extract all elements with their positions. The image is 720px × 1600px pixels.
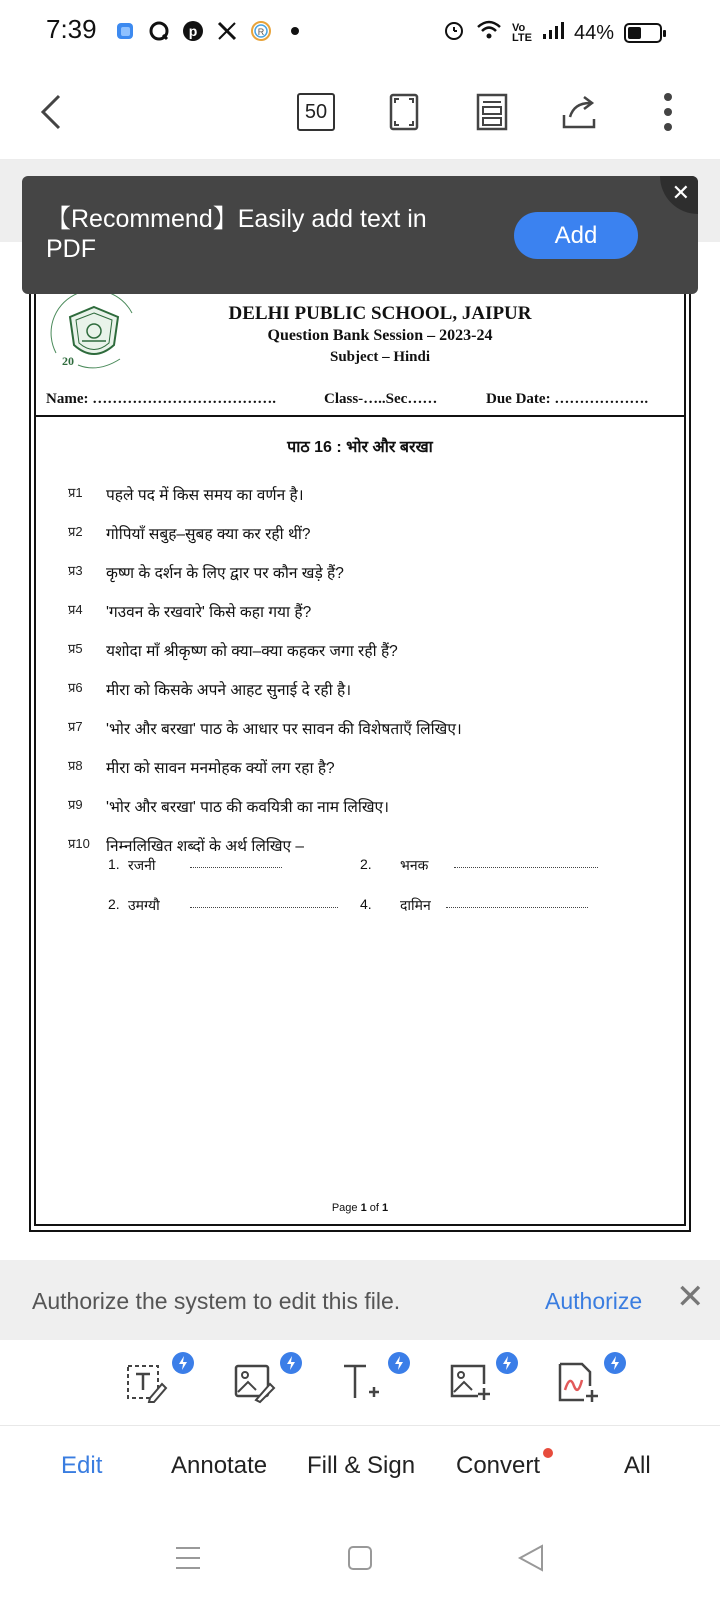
tab-all[interactable]: All bbox=[624, 1452, 651, 1479]
question-number: प्र5 bbox=[68, 641, 83, 656]
top-toolbar bbox=[0, 64, 720, 160]
share-button[interactable] bbox=[550, 82, 610, 142]
recommend-text: 【Recommend】Easily add text in PDF bbox=[46, 205, 427, 263]
status-time: 7:39 bbox=[46, 14, 97, 44]
add-text-tool[interactable] bbox=[340, 1360, 396, 1416]
status-app-icons bbox=[114, 20, 306, 42]
class-field: Class-…..Sec…… bbox=[324, 391, 438, 407]
question-number: प्र1 bbox=[68, 485, 83, 500]
question-item bbox=[68, 600, 664, 639]
question-text: 'भोर और बरखा' पाठ के आधार पर सावन की विशेषताएँ लिखिए। bbox=[106, 721, 462, 738]
r-app-icon bbox=[250, 20, 272, 42]
page-layout-button[interactable] bbox=[462, 82, 522, 142]
page-layout-icon bbox=[476, 93, 508, 131]
add-text-icon bbox=[340, 1360, 384, 1404]
question-item bbox=[68, 717, 664, 756]
close-authorize-button[interactable] bbox=[676, 1280, 705, 1314]
svg-text:R: R bbox=[257, 27, 265, 37]
tab-edit[interactable]: Edit bbox=[61, 1452, 103, 1479]
add-image-tool[interactable] bbox=[448, 1360, 504, 1416]
x-icon bbox=[216, 20, 238, 42]
pdf-page[interactable] bbox=[29, 289, 691, 1232]
word-item: दामिन bbox=[400, 897, 431, 913]
alarm-icon bbox=[442, 18, 466, 48]
edit-image-icon bbox=[232, 1360, 276, 1404]
more-notifications-dot-icon bbox=[284, 20, 306, 42]
word-number: 4. bbox=[360, 896, 372, 912]
question-number: प्र2 bbox=[68, 524, 83, 539]
question-text: मीरा को सावन मनमोहक क्यों लग रहा है? bbox=[106, 760, 335, 777]
question-number: प्र9 bbox=[68, 797, 83, 812]
footer-prefix: Page bbox=[331, 1202, 361, 1214]
authorize-link[interactable]: Authorize bbox=[545, 1288, 643, 1314]
pinterest-icon bbox=[182, 20, 204, 42]
recent-apps-button[interactable] bbox=[168, 1538, 208, 1578]
premium-bolt-icon bbox=[496, 1352, 518, 1374]
authorize-message: Authorize the system to edit this file. bbox=[32, 1288, 401, 1314]
question-text: यशोदा माँ श्रीकृष्ण को क्या–क्या कहकर जगा रही हैं? bbox=[106, 643, 398, 660]
footer-current-page: 1 bbox=[360, 1202, 367, 1214]
question-text: कृष्ण के दर्शन के लिए द्वार पर कौन खड़े हैं? bbox=[106, 565, 344, 582]
question-text: 'भोर और बरखा' पाठ की कवयित्री का नाम लिखिए। bbox=[106, 799, 390, 816]
share-icon bbox=[560, 93, 600, 131]
page-count-button[interactable] bbox=[286, 82, 346, 142]
edit-text-tool[interactable] bbox=[124, 1360, 180, 1416]
question-list bbox=[68, 483, 664, 873]
question-number: प्र7 bbox=[68, 719, 83, 734]
circle-app-icon bbox=[148, 20, 170, 42]
question-text: मीरा को किसके अपने आहट सुनाई दे रही है। bbox=[106, 682, 352, 699]
close-icon: ✕ bbox=[671, 180, 690, 205]
close-icon: ✕ bbox=[676, 1278, 705, 1316]
page-count: 50 bbox=[297, 93, 335, 131]
question-item bbox=[68, 756, 664, 795]
status-indicators bbox=[442, 18, 662, 48]
edit-text-icon bbox=[124, 1360, 168, 1404]
due-date-field: Due Date: ………………. bbox=[486, 391, 649, 407]
battery-percent: 44% bbox=[573, 21, 614, 44]
question-item bbox=[68, 795, 664, 834]
question-number: प्र6 bbox=[68, 680, 83, 695]
lesson-title: पाठ 16 : भोर और बरखा bbox=[287, 439, 433, 456]
add-signature-icon bbox=[556, 1360, 600, 1404]
add-signature-tool[interactable] bbox=[556, 1360, 612, 1416]
header-divider bbox=[36, 415, 684, 417]
answer-blank bbox=[454, 860, 598, 868]
word-number: 1. bbox=[108, 856, 120, 872]
status-bar bbox=[0, 0, 720, 64]
answer-blank bbox=[190, 860, 282, 868]
close-recommend-button[interactable] bbox=[660, 176, 698, 214]
notification-app-icon bbox=[114, 20, 136, 42]
school-name: DELHI PUBLIC SCHOOL, JAIPUR bbox=[228, 303, 532, 324]
fullscreen-button[interactable] bbox=[374, 82, 434, 142]
edit-image-tool[interactable] bbox=[232, 1360, 288, 1416]
word-number: 2. bbox=[360, 856, 372, 872]
back-triangle-icon bbox=[512, 1538, 552, 1578]
notification-dot bbox=[543, 1448, 553, 1458]
word-item: भनक bbox=[400, 857, 429, 873]
word-item: उमग्यौ bbox=[128, 897, 160, 913]
battery-fill bbox=[628, 27, 641, 39]
question-number: प्र3 bbox=[68, 563, 83, 578]
footer-total-pages: 1 bbox=[382, 1202, 389, 1214]
back-button[interactable] bbox=[22, 82, 82, 142]
question-item bbox=[68, 483, 664, 522]
question-item bbox=[68, 522, 664, 561]
bottom-tabs bbox=[0, 1428, 720, 1512]
add-button[interactable]: Add bbox=[514, 212, 638, 259]
add-image-icon bbox=[448, 1360, 492, 1404]
question-text: पहले पद में किस समय का वर्णन है। bbox=[106, 487, 304, 504]
session-title: Question Bank Session – 2023-24 bbox=[267, 327, 493, 344]
page-footer bbox=[36, 1202, 684, 1214]
question-item bbox=[68, 639, 664, 678]
recommend-banner bbox=[22, 176, 698, 294]
system-nav-bar bbox=[0, 1512, 720, 1600]
footer-of: of bbox=[366, 1202, 383, 1214]
svg-text:20: 20 bbox=[62, 354, 74, 368]
edit-tools-row bbox=[0, 1342, 720, 1426]
menu-icon bbox=[168, 1538, 208, 1578]
premium-bolt-icon bbox=[172, 1352, 194, 1374]
battery-icon bbox=[624, 23, 662, 43]
tab-convert[interactable]: Convert bbox=[456, 1452, 541, 1479]
student-info-row bbox=[46, 391, 674, 413]
answer-blank bbox=[190, 900, 338, 908]
fullscreen-icon bbox=[389, 93, 419, 131]
more-icon bbox=[663, 92, 673, 132]
authorize-bar bbox=[0, 1260, 720, 1340]
premium-bolt-icon bbox=[604, 1352, 626, 1374]
tab-annotate[interactable]: Annotate bbox=[171, 1452, 268, 1479]
system-back-button[interactable] bbox=[512, 1538, 552, 1578]
wifi-icon bbox=[476, 19, 502, 47]
question-item bbox=[68, 678, 664, 717]
question-item bbox=[68, 561, 664, 600]
name-field: Name: ………………………………. bbox=[46, 391, 276, 407]
tab-fill-sign[interactable]: Fill & Sign bbox=[307, 1452, 416, 1479]
word-number: 2. bbox=[108, 896, 120, 912]
svg-text:p: p bbox=[188, 23, 198, 39]
question-number: प्र8 bbox=[68, 758, 83, 773]
signal-icon bbox=[542, 20, 564, 46]
more-options-button[interactable] bbox=[638, 82, 698, 142]
question-text: 'गउवन के रखवारे' किसे कहा गया हैं? bbox=[106, 604, 312, 621]
volte-label: Vo LTE bbox=[511, 22, 532, 44]
subject-title: Subject – Hindi bbox=[329, 349, 431, 365]
word-item: रजनी bbox=[128, 857, 156, 873]
answer-blank bbox=[446, 900, 588, 908]
home-button[interactable] bbox=[340, 1538, 380, 1578]
question-number: प्र4 bbox=[68, 602, 83, 617]
question-number: प्र10 bbox=[68, 836, 90, 851]
home-icon bbox=[340, 1538, 380, 1578]
question-text: गोपियाँ सबुह–सुबह क्या कर रही थीं? bbox=[106, 526, 311, 543]
premium-bolt-icon bbox=[388, 1352, 410, 1374]
premium-bolt-icon bbox=[280, 1352, 302, 1374]
back-arrow-icon bbox=[37, 92, 67, 132]
pdf-page-border bbox=[34, 291, 686, 1226]
question-text: निम्नलिखित शब्दों के अर्थ लिखिए – bbox=[106, 838, 305, 855]
